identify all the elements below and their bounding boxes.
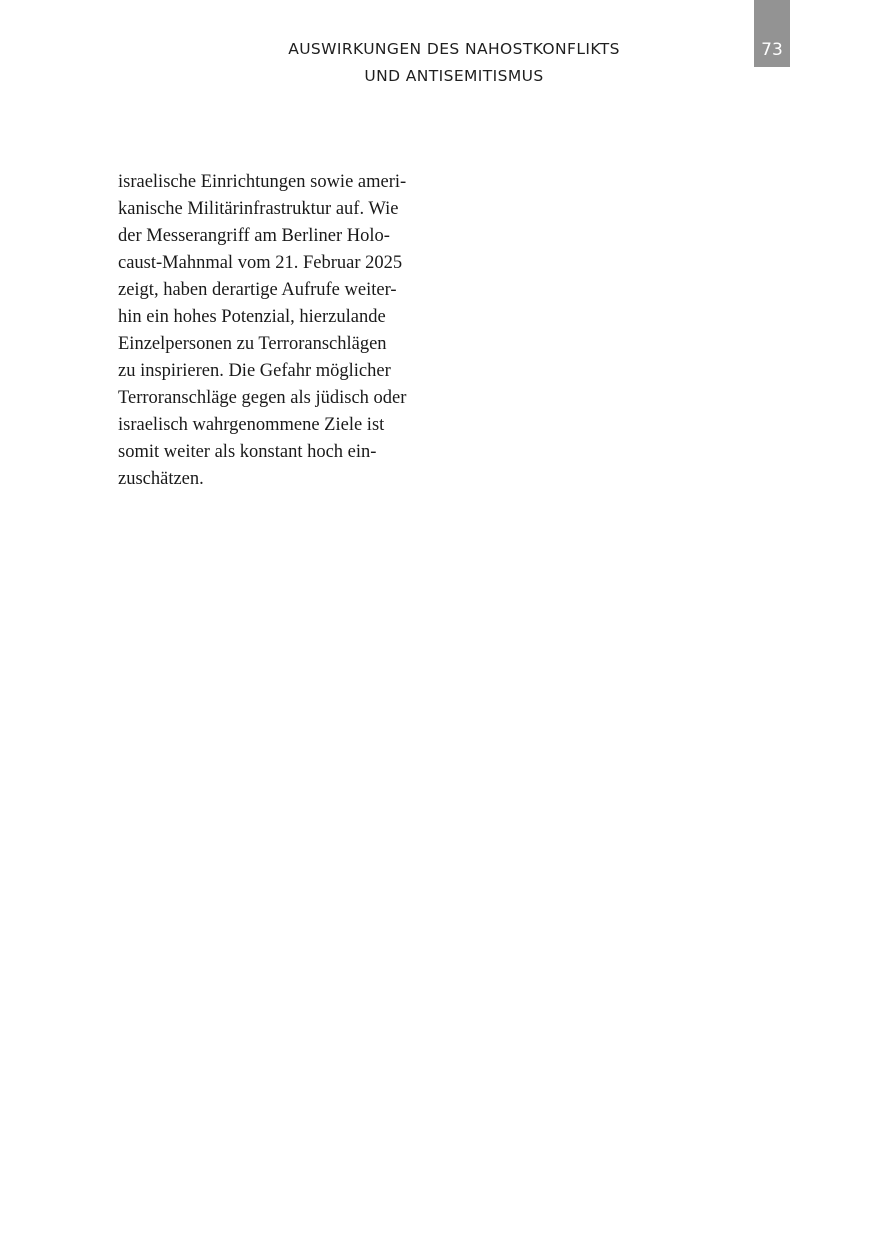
body-line-1: israelische Einrichtungen sowie ameri- [118, 172, 407, 192]
body-line-7: Einzelpersonen zu Terroranschlägen [118, 334, 387, 354]
body-line-6: hin ein hohes Potenzial, hierzulande [118, 307, 386, 327]
running-head-line-1: AUSWIRKUNGEN DES NAHOSTKONFLIKTS [288, 40, 620, 58]
page-number-tab [754, 0, 790, 67]
body-line-3: der Messerangriff am Berliner Holo- [118, 226, 390, 246]
body-line-8: zu inspirieren. Die Gefahr möglicher [118, 361, 391, 381]
body-line-5: zeigt, haben derartige Aufrufe weiter- [118, 280, 397, 300]
body-text [118, 169, 448, 493]
body-line-12: zuschätzen. [118, 469, 204, 489]
body-line-11: somit weiter als konstant hoch ein- [118, 442, 377, 462]
running-head-line-2: UND ANTISEMITISMUS [364, 67, 544, 85]
body-line-9: Terroranschläge gegen als jüdisch oder [118, 388, 407, 408]
page-number: 73 [761, 40, 783, 60]
body-line-10: israelisch wahrgenommene Ziele ist [118, 415, 385, 435]
body-line-2: kanische Militärinfrastruktur auf. Wie [118, 199, 399, 219]
body-line-4: caust-Mahnmal vom 21. Februar 2025 [118, 253, 403, 273]
running-head [230, 36, 678, 90]
